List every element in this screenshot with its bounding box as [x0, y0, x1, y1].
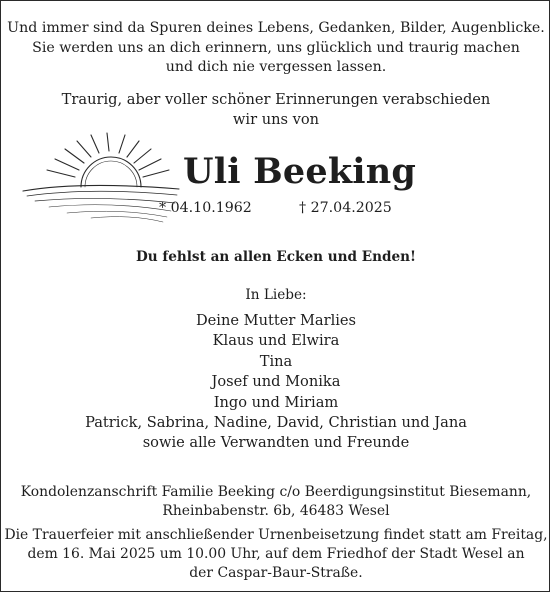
deceased-name: Uli Beeking	[183, 151, 417, 192]
ceremony-details	[1, 526, 550, 583]
ceremony-line: dem 16. Mai 2025 um 10.00 Uhr, auf dem Friedhof der Stadt Wesel an	[27, 546, 525, 562]
mourner-line: sowie alle Verwandten und Freunde	[142, 434, 410, 452]
in-love-label: In Liebe:	[245, 287, 307, 303]
mourner-line: Ingo und Miriam	[213, 393, 339, 411]
ceremony-line: Die Trauerfeier mit anschließender Urnenbeisetzung findet statt am Freitag,	[4, 527, 548, 543]
mourner-line: Patrick, Sabrina, Nadine, David, Christian und Jana	[85, 414, 467, 432]
motto: Du fehlst an allen Ecken und Enden!	[135, 249, 416, 265]
mourner-line: Josef und Monika	[211, 373, 341, 391]
intro-line: Und immer sind da Spuren deines Lebens, Gedanken, Bilder, Augenblicke.	[7, 20, 545, 36]
ceremony-line: der Caspar-Baur-Straße.	[189, 565, 363, 581]
death-date: † 27.04.2025	[299, 200, 392, 216]
address-line: Kondolenzanschrift Familie Beeking c/o Beerdigungsinstitut Biesemann,	[20, 484, 532, 500]
condolence-address	[1, 483, 550, 521]
mourner-line: Tina	[259, 352, 293, 370]
farewell-line: wir uns von	[232, 111, 320, 128]
farewell-line: Traurig, aber voller schöner Erinnerungen verabschieden	[61, 91, 491, 108]
address-line: Rheinbabenstr. 6b, 46483 Wesel	[162, 503, 390, 519]
intro-line: und dich nie vergessen lassen.	[165, 59, 387, 75]
farewell-text	[1, 90, 550, 130]
mourner-line: Deine Mutter Marlies	[195, 312, 357, 329]
birth-date: * 04.10.1962	[159, 200, 252, 216]
mourner-line: Klaus und Elwira	[212, 332, 340, 350]
sunset-over-hills-icon	[21, 125, 181, 225]
intro-verse	[1, 19, 550, 78]
intro-line: Sie werden uns an dich erinnern, uns glücklich und traurig machen	[32, 39, 520, 56]
mourners-list	[1, 311, 550, 454]
